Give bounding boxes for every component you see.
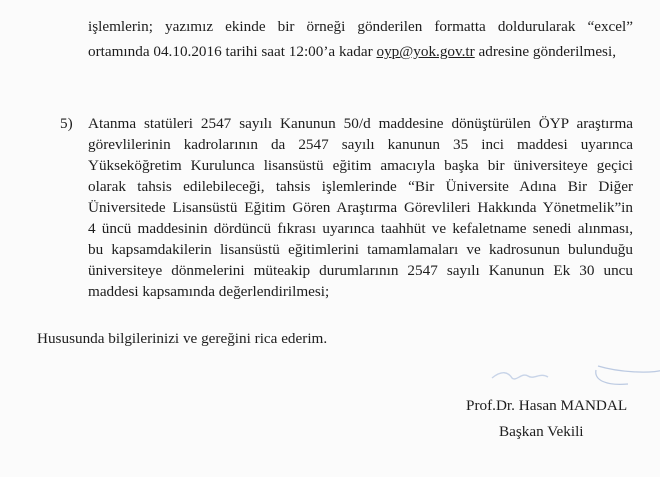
continuation-line-2 (88, 43, 633, 61)
item5-line-9: maddesi kapsamında değerlendirilmesi; (88, 283, 330, 300)
item5-line-7: bu kapsamdakilerin lisansüstü eğitimlerini tamamlamaları ve kadrosunun bulunduğu (88, 241, 633, 258)
item5-line-5: Üniversitede Lisansüstü Eğitim Gören Araştırma Görevlileri Hakkında Yönetmelik”in (88, 199, 633, 216)
signatory-name: Prof.Dr. Hasan MANDAL (466, 397, 628, 414)
email-link[interactable]: oyp@yok.gov.tr (376, 43, 475, 60)
continuation-text: ortamında 04.10.2016 tarihi saat 12:00’a kadar (88, 43, 377, 60)
item5-line-1: Atanma statüleri 2547 sayılı Kanunun 50/d maddesine dönüştürülen ÖYP araştırma (88, 115, 633, 132)
continuation-tail: adresine gönderilmesi, (474, 43, 616, 60)
item5-line-4: olarak tahsis edilebileceği, tahsis işlemlerinde “Bir Üniversite Adına Bir Diğer (88, 178, 633, 195)
item5-line-6: 4 üncü maddesinin dördüncü fıkrası uyarınca taahhüt ve kefaletname senedi alınması, (88, 220, 633, 237)
item-number: 5) (60, 115, 73, 132)
continuation-line-1: işlemlerin; yazımız ekinde bir örneği gönderilen formatta doldurularak “excel” (88, 18, 633, 35)
signature-scribble-icon (478, 358, 660, 388)
signatory-title: Başkan Vekili (499, 423, 584, 440)
item5-line-8: üniversiteye dönmelerini müteakip durumlarının 2547 sayılı Kanunun Ek 30 uncu (88, 262, 633, 279)
item5-line-2: görevlilerinin kadrolarının da 2547 sayılı kanunun 35 inci maddesi uyarınca (88, 136, 633, 153)
item5-line-3: Yükseköğretim Kurulunca lisansüstü eğitim amacıyla başka bir üniversiteye geçici (88, 157, 633, 174)
closing-sentence: Hususunda bilgilerinizi ve gereğini rica ederim. (37, 330, 328, 347)
